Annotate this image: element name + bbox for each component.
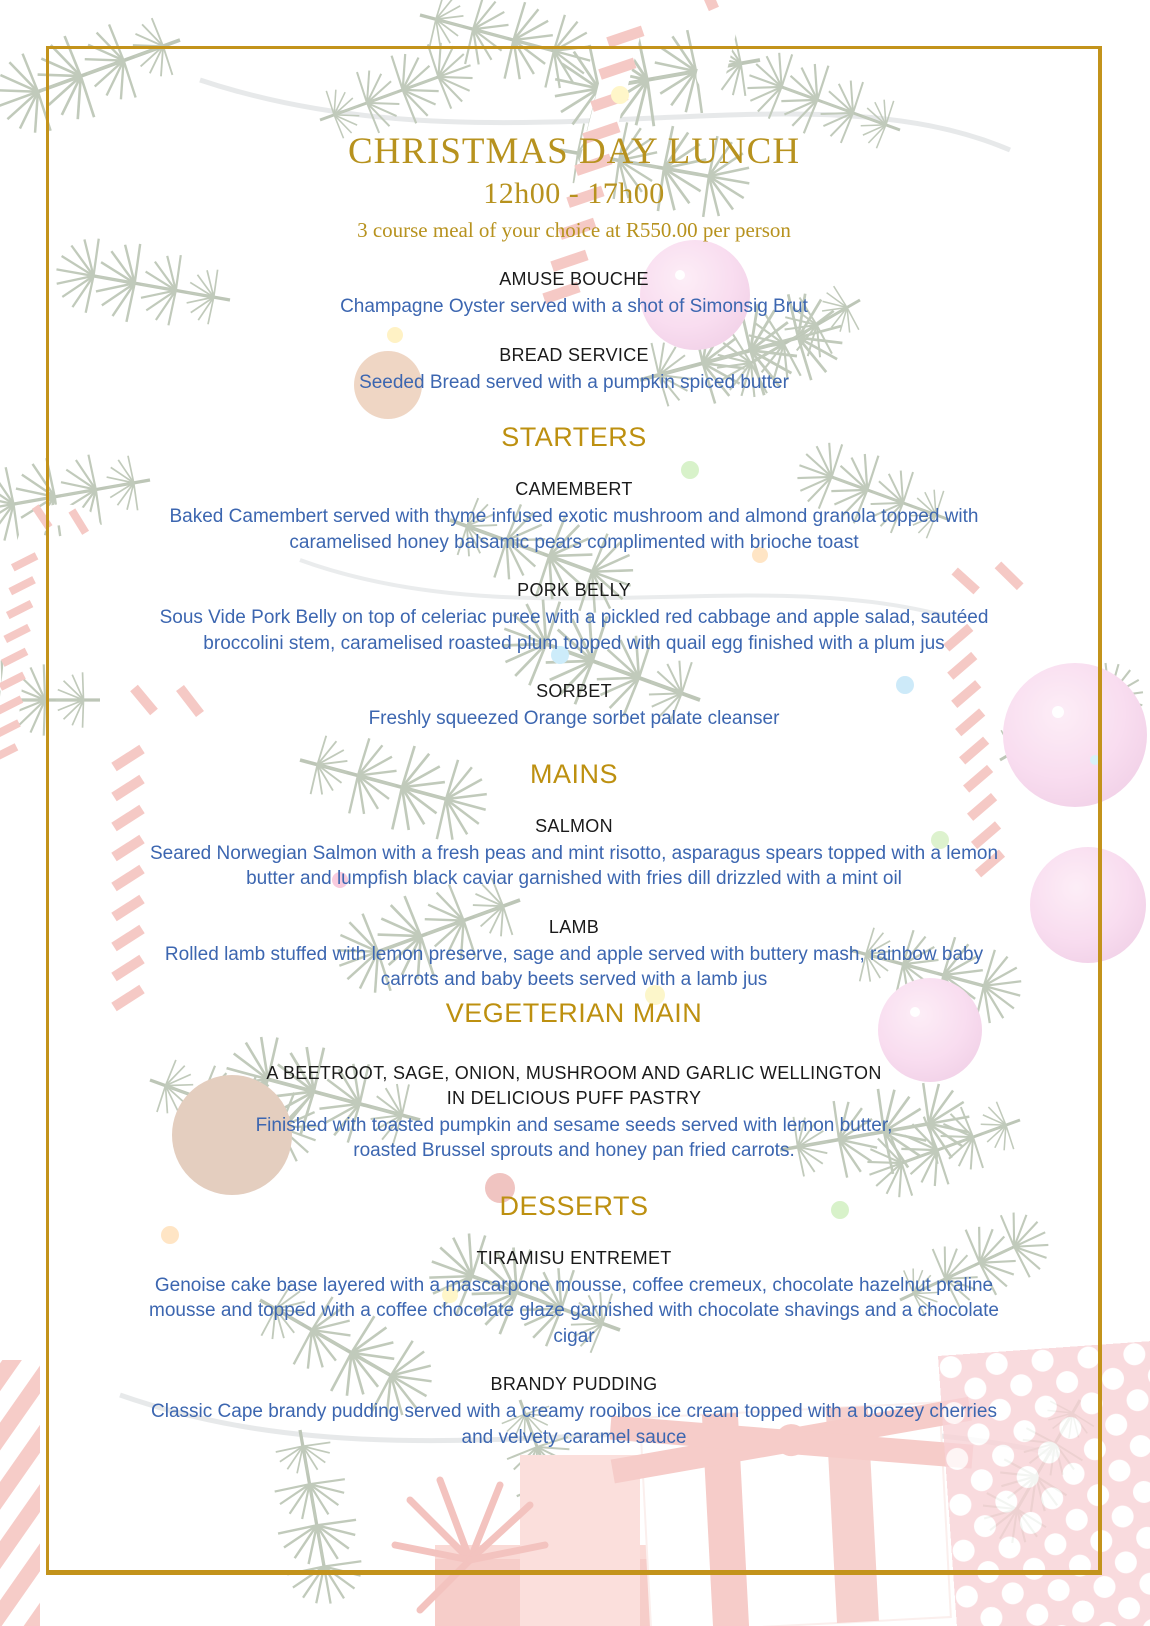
menu-list xyxy=(74,267,1074,1450)
dish-description: Finished with toasted pumpkin and sesame seeds served with lemon butter, roasted Brussel sprouts and honey pan fried carrots. xyxy=(255,1114,893,1161)
section-heading-mains: MAINS xyxy=(529,758,618,789)
dish-name: PORK BELLY xyxy=(517,580,631,600)
dish-pork-belly xyxy=(74,578,1074,656)
dish-a-beetroot-sage xyxy=(74,1061,1074,1164)
dish-name: AMUSE BOUCHE xyxy=(499,269,649,289)
section-heading-starters: STARTERS xyxy=(501,422,647,452)
dish-description: Freshly squeezed Orange sorbet palate cleanser xyxy=(368,708,780,729)
dish-name: BREAD SERVICE xyxy=(499,344,649,365)
price-note: 3 course meal of your choice at R550.00 per person xyxy=(357,218,791,242)
serving-hours: 12h00 - 17h00 xyxy=(483,177,665,210)
dish-name: BRANDY PUDDING xyxy=(490,1374,658,1394)
dish-amuse-bouche xyxy=(74,267,1074,320)
dish-name: TIRAMISU ENTREMET xyxy=(476,1247,672,1268)
section-heading-desserts: DESSERTS xyxy=(499,1190,649,1221)
dish-description: Sous Vide Pork Belly on top of celeriac puree with a pickled red cabbage and apple salad, sautéed broccolini stem, caramelised roasted plum topped with quail egg finished with a plum jus xyxy=(159,607,989,654)
dish-description: Seeded Bread served with a pumpkin spiced butter xyxy=(359,371,789,393)
dish-salmon xyxy=(74,814,1074,892)
dish-name: SALMON xyxy=(535,815,613,836)
dish-name: A BEETROOT, SAGE, ONION, MUSHROOM AND GARLIC WELLINGTON IN DELICIOUS PUFF PASTRY xyxy=(266,1062,882,1108)
dish-tiramisu-entremet xyxy=(74,1246,1074,1350)
dish-brandy-pudding xyxy=(74,1372,1074,1450)
dish-description: Rolled lamb stuffed with lemon preserve, sage and apple served with buttery mash, rainbow baby carrots and baby beets served with a lamb jus xyxy=(164,943,984,990)
page-title: CHRISTMAS DAY LUNCH xyxy=(347,131,801,172)
dish-sorbet xyxy=(74,679,1074,732)
dish-name: CAMEMBERT xyxy=(515,479,633,499)
dish-description: Baked Camembert served with thyme infused exotic mushroom and almond granola topped with caramelised honey balsamic pears complimented with brioche toast xyxy=(169,506,979,553)
menu-content xyxy=(74,0,1074,1450)
dish-bread-service xyxy=(74,343,1074,396)
dish-description: Champagne Oyster served with a shot of Simonsig Brut xyxy=(340,296,808,317)
dish-lamb xyxy=(74,915,1074,993)
dish-description: Genoise cake base layered with a mascarpone mousse, coffee cremeux, chocolate hazelnut praline mousse and topped with a coffee chocolate glaze garnished with chocolate shavings and a chocolate cigar xyxy=(149,1274,999,1347)
dish-description: Seared Norwegian Salmon with a fresh peas and mint risotto, asparagus spears topped with a lemon butter and lumpfish black caviar garnished with fries dill drizzled with a mint oil xyxy=(149,842,999,889)
dish-name: SORBET xyxy=(536,681,612,701)
dish-name: LAMB xyxy=(548,916,600,937)
section-heading-vegeterian-main: VEGETERIAN MAIN xyxy=(445,997,703,1028)
dish-description: Classic Cape brandy pudding served with a creamy rooibos ice cream topped with a boozey cherries and velvety caramel sauce xyxy=(151,1401,997,1448)
dish-camembert xyxy=(74,477,1074,555)
